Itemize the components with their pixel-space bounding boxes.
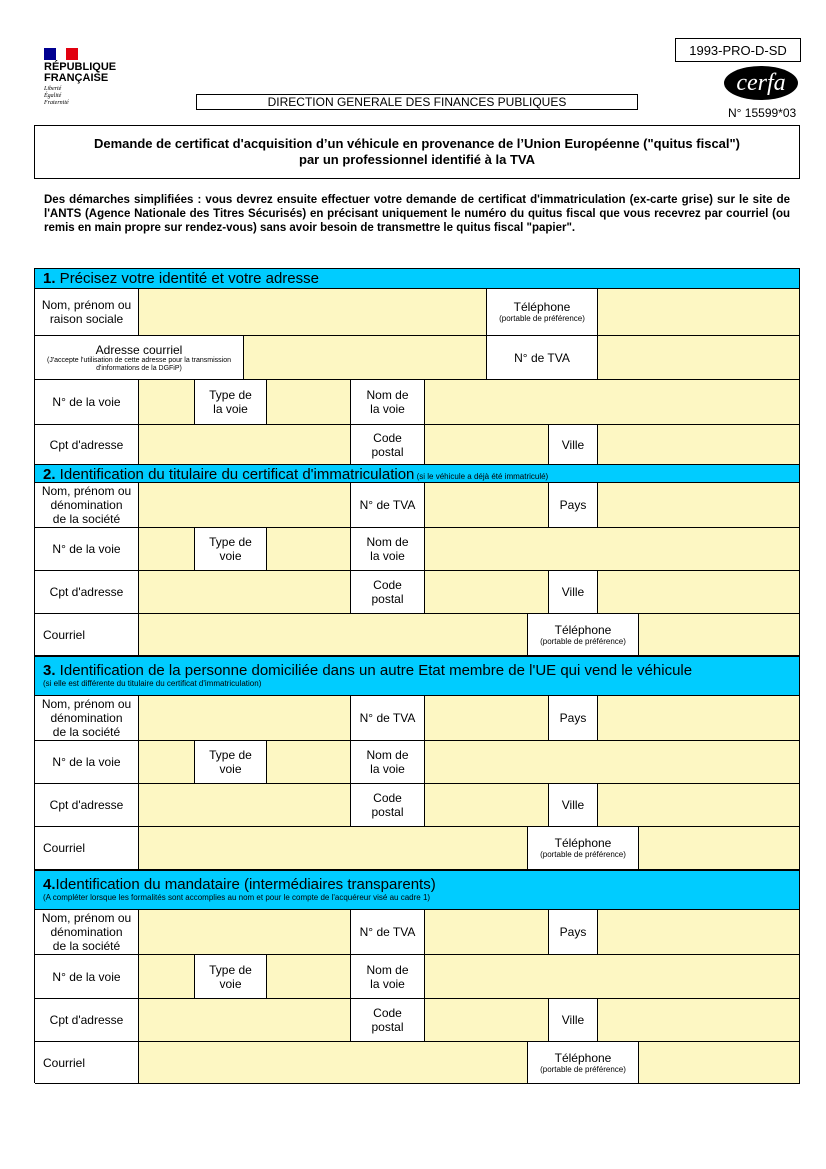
agent-postal-code-label: Code postal xyxy=(351,999,425,1042)
section-4-grid xyxy=(34,909,800,1083)
name-field[interactable] xyxy=(139,289,487,336)
holder-phone-field[interactable] xyxy=(639,614,800,656)
address-complement-field[interactable] xyxy=(139,425,351,465)
title-box xyxy=(34,125,800,179)
holder-city-field[interactable] xyxy=(598,571,800,614)
holder-postal-code-field[interactable] xyxy=(425,571,549,614)
agent-country-label: Pays xyxy=(549,910,598,955)
intro-text: Des démarches simplifiées : vous devrez ensuite effectuer votre demande de certificat d'immatriculation (ex-carte grise) sur le site de l'ANTS (Agence Nationale des Titres Sécurisés) en précisant uniquement le numéro du quitus fiscal que vous recevrez par courriel (ou remis en main propre sur rendez-vous) sans avoir besoin de transmettre le quitus fiscal "papier". xyxy=(44,194,790,234)
agent-street-number-field[interactable] xyxy=(139,955,195,999)
city-field[interactable] xyxy=(598,425,800,465)
section-2-header xyxy=(34,464,800,483)
phone-field[interactable] xyxy=(598,289,800,336)
agent-email-field[interactable] xyxy=(139,1042,528,1084)
page-title-line1: Demande de certificat d'acquisition d’un véhicule en provenance de l’Union Européenne ("quitus fiscal") xyxy=(93,136,741,151)
agent-city-label: Ville xyxy=(549,999,598,1042)
section-4-header xyxy=(34,870,800,910)
vat-label: N° de TVA xyxy=(487,336,598,380)
seller-vat-field[interactable] xyxy=(425,696,549,741)
seller-name-field[interactable] xyxy=(139,696,351,741)
section-3-number: 3. xyxy=(43,662,56,679)
cerfa-number: N° 15599*03 xyxy=(728,106,797,120)
section-1-header xyxy=(34,268,800,289)
seller-postal-code-field[interactable] xyxy=(425,784,549,827)
agent-country-field[interactable] xyxy=(598,910,800,955)
holder-vat-label: N° de TVA xyxy=(351,483,425,528)
seller-postal-code-label: Code postal xyxy=(351,784,425,827)
section-1-title: Précisez votre identité et votre adresse xyxy=(55,270,319,287)
agent-vat-label: N° de TVA xyxy=(351,910,425,955)
holder-phone-label: Téléphone (portable de préférence) xyxy=(528,614,639,656)
section-3-title: Identification de la personne domiciliée dans un autre Etat membre de l'UE qui vend le véhicule xyxy=(55,662,693,679)
direction-box xyxy=(196,94,638,110)
seller-email-field[interactable] xyxy=(139,827,528,870)
section-3-header xyxy=(34,656,800,696)
section-3-grid xyxy=(34,695,800,870)
seller-street-number-field[interactable] xyxy=(139,741,195,784)
holder-street-number-field[interactable] xyxy=(139,528,195,571)
agent-address-complement-field[interactable] xyxy=(139,999,351,1042)
seller-city-field[interactable] xyxy=(598,784,800,827)
page-title-line2: par un professionnel identifié à la TVA xyxy=(299,152,535,167)
section-2-number: 2. xyxy=(43,466,56,483)
agent-city-field[interactable] xyxy=(598,999,800,1042)
direction-name: DIRECTION GENERALE DES FINANCES PUBLIQUES xyxy=(267,95,567,109)
holder-name-label: Nom, prénom ou dénomination de la société xyxy=(35,483,139,528)
holder-street-name-field[interactable] xyxy=(425,528,800,571)
phone-label: Téléphone (portable de préférence) xyxy=(487,289,598,336)
address-complement-label: Cpt d'adresse xyxy=(35,425,139,465)
holder-street-type-field[interactable] xyxy=(267,528,351,571)
street-number-label: N° de la voie xyxy=(35,380,139,425)
agent-phone-label: Téléphone (portable de préférence) xyxy=(528,1042,639,1084)
seller-name-label: Nom, prénom ou dénomination de la société xyxy=(35,696,139,741)
seller-country-label: Pays xyxy=(549,696,598,741)
motto-liberte: Liberté xyxy=(44,86,62,92)
seller-street-name-field[interactable] xyxy=(425,741,800,784)
seller-phone-label: Téléphone (portable de préférence) xyxy=(528,827,639,870)
seller-vat-label: N° de TVA xyxy=(351,696,425,741)
street-name-label: Nom de la voie xyxy=(351,380,425,425)
form-code-box xyxy=(675,38,801,62)
agent-street-type-field[interactable] xyxy=(267,955,351,999)
republic-name-line2: FRANÇAISE xyxy=(44,72,109,84)
agent-street-number-label: N° de la voie xyxy=(35,955,139,999)
seller-phone-field[interactable] xyxy=(639,827,800,870)
seller-street-type-label: Type de voie xyxy=(195,741,267,784)
seller-email-label: Courriel xyxy=(35,827,139,870)
holder-email-field[interactable] xyxy=(139,614,528,656)
seller-street-name-label: Nom de la voie xyxy=(351,741,425,784)
agent-name-field[interactable] xyxy=(139,910,351,955)
section-4-note: (A compléter lorsque les formalités sont accomplies au nom et pour le compte de l'acquéreur visé au cadre 1) xyxy=(43,893,431,902)
republic-logo xyxy=(44,48,144,112)
holder-street-name-label: Nom de la voie xyxy=(351,528,425,571)
agent-email-label: Courriel xyxy=(35,1042,139,1084)
cerfa-logo: cerfa xyxy=(724,66,798,100)
seller-street-type-field[interactable] xyxy=(267,741,351,784)
motto-fraternite: Fraternité xyxy=(44,100,69,106)
seller-country-field[interactable] xyxy=(598,696,800,741)
holder-postal-code-label: Code postal xyxy=(351,571,425,614)
street-name-field[interactable] xyxy=(425,380,800,425)
agent-street-name-field[interactable] xyxy=(425,955,800,999)
form-code: 1993-PRO-D-SD xyxy=(689,42,787,58)
seller-address-complement-field[interactable] xyxy=(139,784,351,827)
seller-address-complement-label: Cpt d'adresse xyxy=(35,784,139,827)
seller-city-label: Ville xyxy=(549,784,598,827)
holder-address-complement-field[interactable] xyxy=(139,571,351,614)
section-1-grid xyxy=(34,288,800,465)
marianne-flag-icon xyxy=(44,48,78,60)
holder-vat-field[interactable] xyxy=(425,483,549,528)
street-type-field[interactable] xyxy=(267,380,351,425)
section-2-title: Identification du titulaire du certificat d'immatriculation xyxy=(55,466,415,483)
republic-name-line1: RÉPUBLIQUE xyxy=(44,61,117,73)
city-label: Ville xyxy=(549,425,598,465)
holder-street-number-label: N° de la voie xyxy=(35,528,139,571)
street-type-label: Type de la voie xyxy=(195,380,267,425)
holder-address-complement-label: Cpt d'adresse xyxy=(35,571,139,614)
holder-country-field[interactable] xyxy=(598,483,800,528)
seller-street-number-label: N° de la voie xyxy=(35,741,139,784)
postal-code-label: Code postal xyxy=(351,425,425,465)
agent-street-name-label: Nom de la voie xyxy=(351,955,425,999)
motto-egalite: Égalité xyxy=(44,93,62,99)
agent-address-complement-label: Cpt d'adresse xyxy=(35,999,139,1042)
agent-street-type-label: Type de voie xyxy=(195,955,267,999)
agent-vat-field[interactable] xyxy=(425,910,549,955)
holder-city-label: Ville xyxy=(549,571,598,614)
name-label: Nom, prénom ou raison sociale xyxy=(35,289,139,336)
section-3-note: (si elle est différente du titulaire du certificat d'immatriculation) xyxy=(43,679,262,688)
street-number-field[interactable] xyxy=(139,380,195,425)
vat-field[interactable] xyxy=(598,336,800,380)
section-4-number: 4. xyxy=(43,876,56,893)
holder-name-field[interactable] xyxy=(139,483,351,528)
holder-street-type-label: Type de voie xyxy=(195,528,267,571)
email-field[interactable] xyxy=(244,336,487,380)
section-4-title: Identification du mandataire (intermédiaires transparents) xyxy=(55,876,436,893)
email-label: Adresse courriel (J'accepte l'utilisation de cette adresse pour la transmission d'informations de la DGFiP) xyxy=(35,336,244,380)
holder-email-label: Courriel xyxy=(35,614,139,656)
section-2-note: (si le véhicule a déjà été immatriculé) xyxy=(414,472,549,481)
agent-name-label: Nom, prénom ou dénomination de la société xyxy=(35,910,139,955)
agent-postal-code-field[interactable] xyxy=(425,999,549,1042)
agent-phone-field[interactable] xyxy=(639,1042,800,1084)
postal-code-field[interactable] xyxy=(425,425,549,465)
holder-country-label: Pays xyxy=(549,483,598,528)
section-1-number: 1. xyxy=(43,270,56,287)
section-2-grid xyxy=(34,482,800,656)
